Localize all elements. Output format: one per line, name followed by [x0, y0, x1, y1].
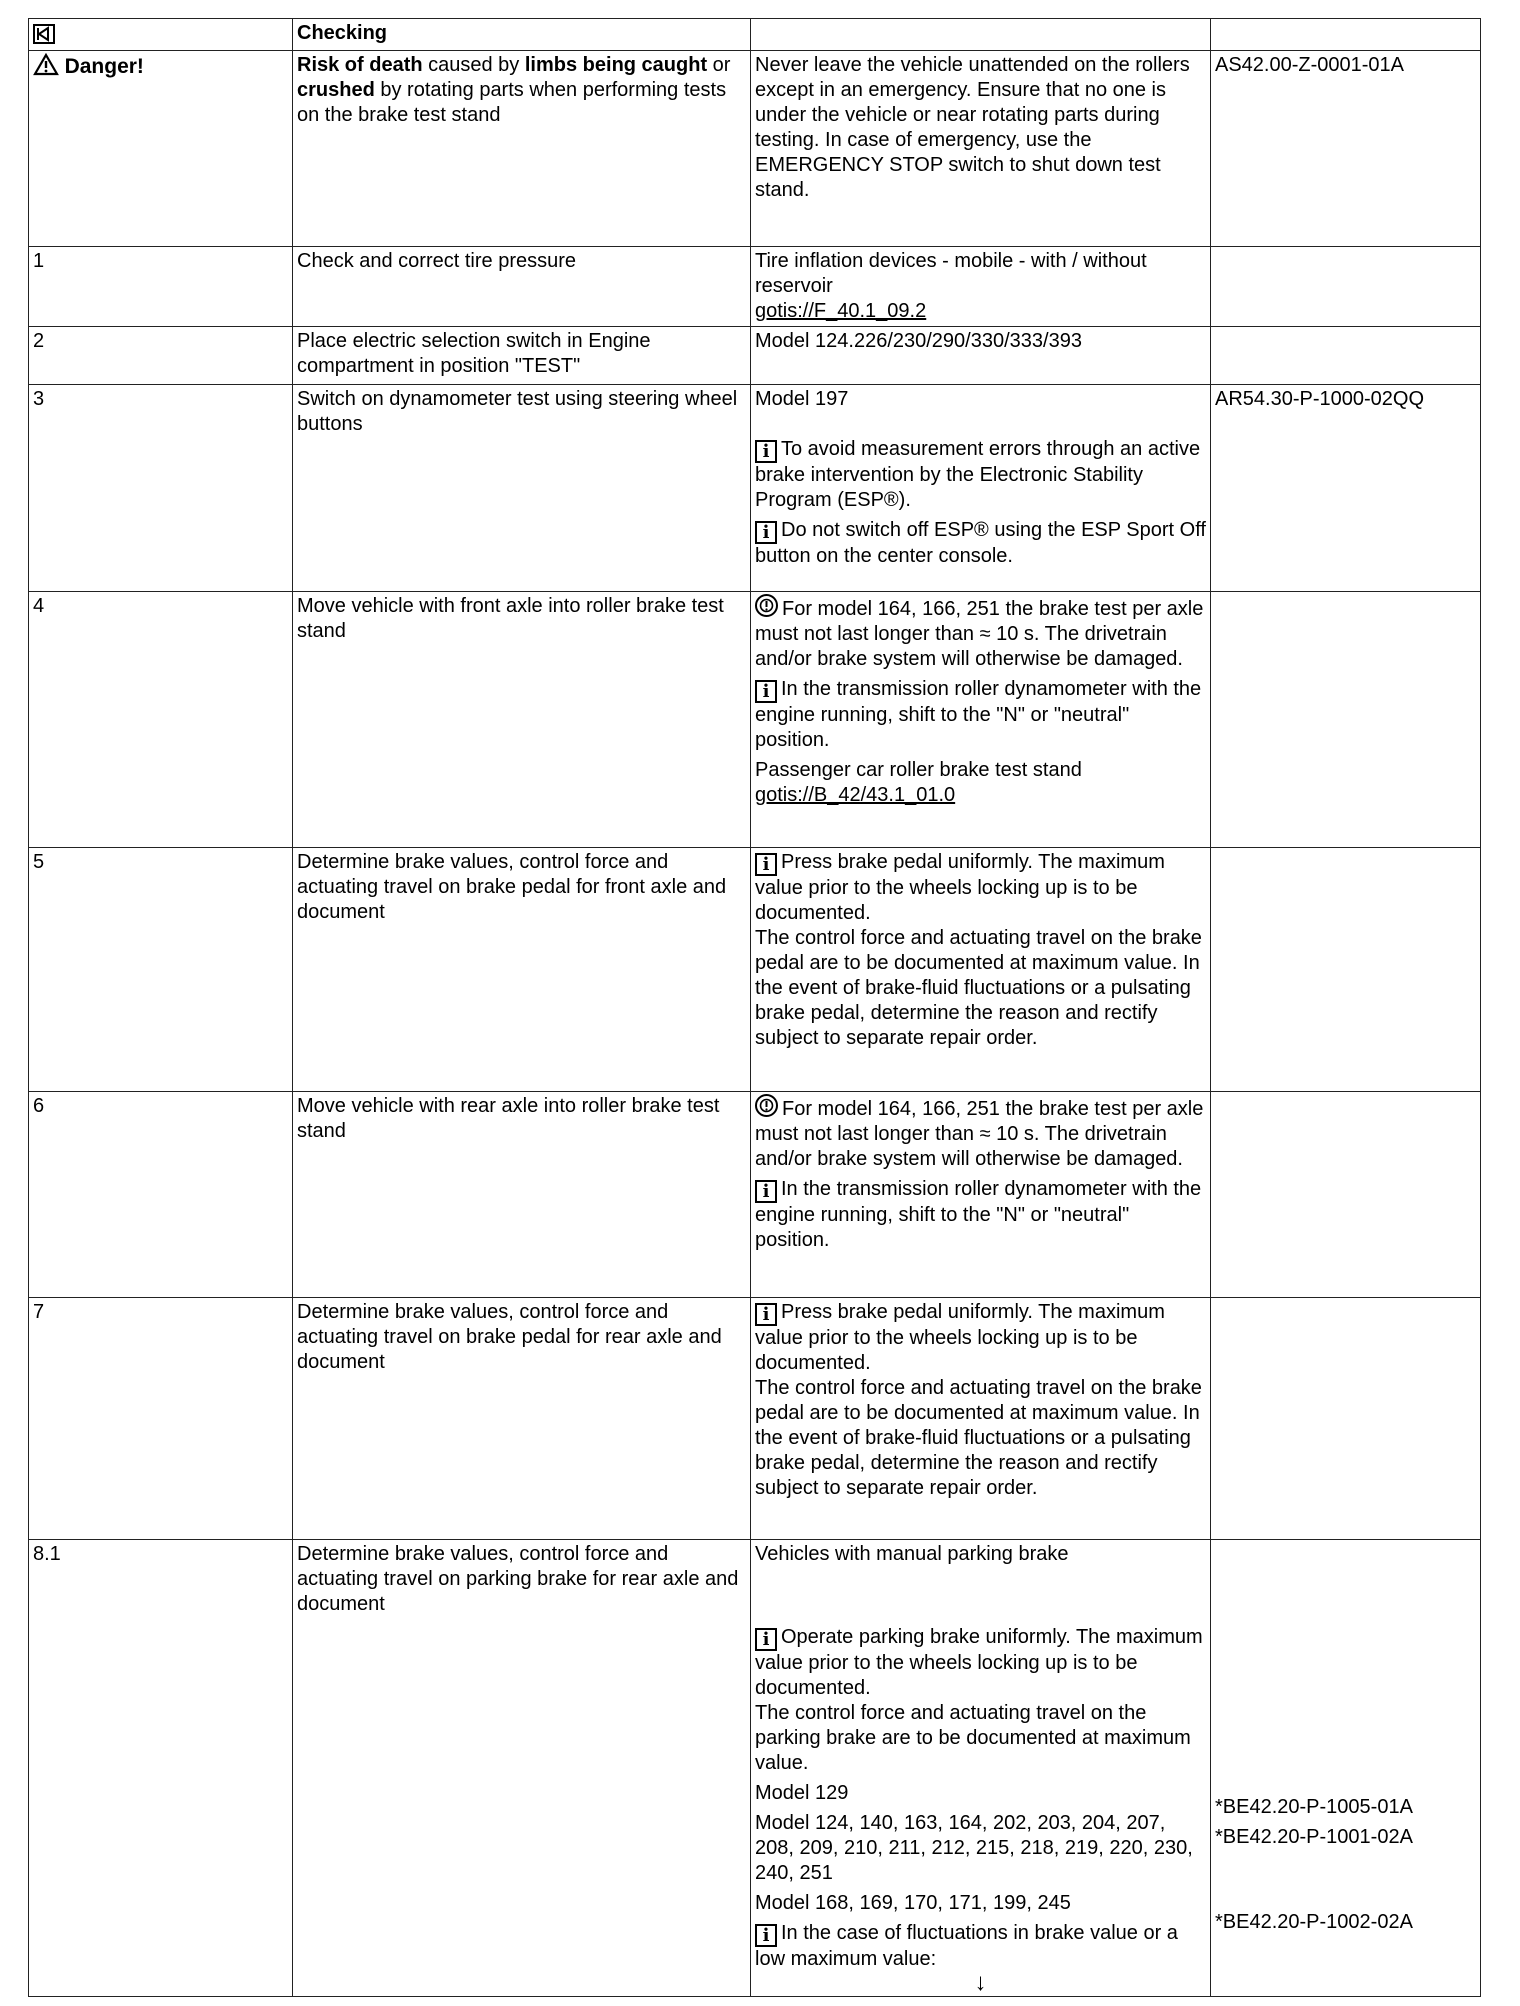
- step-task: Move vehicle with rear axle into roller brake test stand: [293, 1092, 751, 1298]
- warning-text: For model 164, 166, 251 the brake test per axle must not last longer than ≈ 10 s. The drivetrain and/or brake system will otherwise be damaged.: [755, 1098, 1204, 1170]
- step-note: Passenger car roller brake test stand: [755, 759, 1082, 781]
- info-icon: i: [755, 1924, 777, 1947]
- step-row-5: [29, 848, 1481, 1092]
- step-number: 3: [29, 385, 293, 592]
- step-task: Determine brake values, control force and actuating travel on parking brake for rear axle and document: [293, 1540, 751, 1997]
- info-text: Operate parking brake uniformly. The maximum value prior to the wheels locking up is to be documented.: [755, 1626, 1203, 1699]
- step-row-6: [29, 1092, 1481, 1298]
- info-icon: i: [755, 680, 777, 703]
- step-task: Determine brake values, control force and actuating travel on brake pedal for rear axle and document: [293, 1298, 751, 1540]
- damage-warning-icon: [755, 1094, 778, 1117]
- step-text: The control force and actuating travel on the parking brake are to be documented at maximum value.: [755, 1702, 1191, 1774]
- step-number: 1: [29, 247, 293, 327]
- step-number: 5: [29, 848, 293, 1092]
- danger-instruction: Never leave the vehicle unattended on the rollers except in an emergency. Ensure that no one is under the vehicle or near rotating parts during testing. In case of emergency, use the EMERGENCY STOP switch to shut down test stand.: [751, 51, 1211, 247]
- step-row-8-1: [29, 1540, 1481, 1997]
- info-text: In the transmission roller dynamometer with the engine running, shift to the "N" or "neutral" position.: [755, 1178, 1202, 1251]
- step-row-1: [29, 247, 1481, 327]
- info-text: Do not switch off ESP® using the ESP Sport Off button on the center console.: [755, 519, 1206, 567]
- danger-label: Danger!: [64, 55, 144, 78]
- ref-model-compact[interactable]: *BE42.20-P-1002-02A: [1215, 1911, 1413, 1933]
- step-task: Switch on dynamometer test using steering wheel buttons: [293, 385, 751, 592]
- step-text: The control force and actuating travel on the brake pedal are to be documented at maximum value. In the event of brake-fluid fluctuations or a pulsating brake pedal, determine the reason and rectify subject to separate repair order.: [755, 1377, 1202, 1499]
- step-row-7: [29, 1298, 1481, 1540]
- gotis-link[interactable]: gotis://B_42/43.1_01.0: [755, 784, 956, 806]
- model-list-compact: Model 168, 169, 170, 171, 199, 245: [755, 1892, 1071, 1914]
- model-129: Model 129: [755, 1782, 849, 1804]
- info-text: In the transmission roller dynamometer with the engine running, shift to the "N" or "neutral" position.: [755, 678, 1202, 751]
- gotis-link[interactable]: gotis://F_40.1_09.2: [755, 300, 927, 322]
- ref-model-129[interactable]: *BE42.20-P-1005-01A: [1215, 1796, 1413, 1818]
- info-icon: i: [755, 440, 777, 463]
- step-text: The control force and actuating travel on the brake pedal are to be documented at maximum value. In the event of brake-fluid fluctuations or a pulsating brake pedal, determine the reason and rectify subject to separate repair order.: [755, 927, 1202, 1049]
- info-text: Press brake pedal uniformly. The maximum value prior to the wheels locking up is to be documented.: [755, 851, 1165, 924]
- info-text: To avoid measurement errors through an active brake intervention by the Electronic Stability Program (ESP®).: [755, 438, 1201, 511]
- info-text: In the case of fluctuations in brake value or a low maximum value:: [755, 1922, 1178, 1970]
- warning-triangle-icon: [33, 56, 65, 78]
- info-icon: i: [755, 1180, 777, 1203]
- ref-model-main[interactable]: *BE42.20-P-1001-02A: [1215, 1826, 1413, 1848]
- step-task: Determine brake values, control force and actuating travel on brake pedal for front axle and document: [293, 848, 751, 1092]
- info-icon: i: [755, 853, 777, 876]
- step-number: 2: [29, 327, 293, 385]
- info-icon: i: [755, 1303, 777, 1326]
- step-number: 7: [29, 1298, 293, 1540]
- step-model: Model 197: [755, 388, 849, 410]
- step-row-4: [29, 592, 1481, 848]
- step-number: 4: [29, 592, 293, 848]
- warning-text: For model 164, 166, 251 the brake test per axle must not last longer than ≈ 10 s. The drivetrain and/or brake system will otherwise be damaged.: [755, 598, 1204, 670]
- model-list-main: Model 124, 140, 163, 164, 202, 203, 204, 207, 208, 209, 210, 211, 212, 215, 218, 219, 220, 230, 240, 251: [755, 1812, 1193, 1884]
- step-number: 8.1: [29, 1540, 293, 1997]
- danger-row: [29, 51, 1481, 247]
- step-task: Place electric selection switch in Engine compartment in position "TEST": [293, 327, 751, 385]
- info-text: Press brake pedal uniformly. The maximum value prior to the wheels locking up is to be documented.: [755, 1301, 1165, 1374]
- down-arrow-icon: ↓: [974, 1969, 987, 1996]
- damage-warning-icon: [755, 594, 778, 617]
- step-note: Model 124.226/230/290/330/333/393: [751, 327, 1211, 385]
- step-row-3: [29, 385, 1481, 592]
- header-row: [29, 19, 1481, 51]
- danger-ref: AS42.00-Z-0001-01A: [1211, 51, 1481, 247]
- step-row-2: [29, 327, 1481, 385]
- info-icon: i: [755, 521, 777, 544]
- step-note: Tire inflation devices - mobile - with / without reservoir: [755, 250, 1147, 297]
- step-number: 6: [29, 1092, 293, 1298]
- step-task: Check and correct tire pressure: [293, 247, 751, 327]
- procedure-table: [28, 18, 1481, 1997]
- step-note: Vehicles with manual parking brake: [755, 1543, 1069, 1565]
- collapse-back-icon[interactable]: [33, 24, 55, 44]
- info-icon: i: [755, 1628, 777, 1651]
- step-ref: AR54.30-P-1000-02QQ: [1211, 385, 1481, 592]
- header-title: Checking: [293, 19, 751, 51]
- step-task: Move vehicle with front axle into roller brake test stand: [293, 592, 751, 848]
- danger-risk: Risk of death caused by limbs being caught or crushed by rotating parts when performing tests on the brake test stand: [293, 51, 751, 247]
